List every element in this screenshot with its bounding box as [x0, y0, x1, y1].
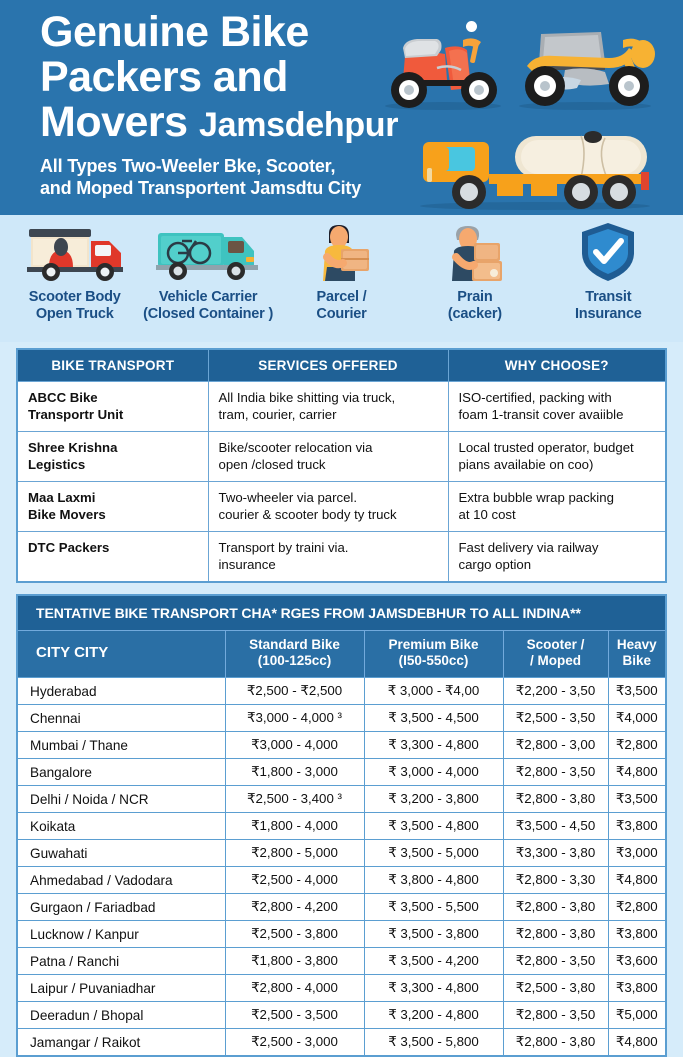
service-caption [448, 289, 502, 323]
table-row[interactable] [18, 1029, 665, 1056]
heavy-bike-cell: ₹3,800 [608, 921, 665, 948]
caption-line-1: Transit [585, 289, 632, 305]
services-line-2: insurance [218, 557, 276, 572]
table-row[interactable] [18, 813, 665, 840]
heavy-bike-cell: ₹4,800 [608, 1029, 665, 1056]
header-scooter-line-1: Scooter / [526, 637, 585, 652]
premium-bike-cell: ₹ 3,500 - 4,800 [364, 813, 503, 840]
standard-bike-cell: ₹3,000 - 4,000 ³ [225, 705, 364, 732]
provider-services-cell [208, 382, 448, 432]
city-cell: Hyderabad [18, 678, 225, 705]
caption-line-1: Parcel / [316, 289, 367, 305]
city-cell: Delhi / Noida / NCR [18, 786, 225, 813]
motorcycle-illustration [505, 18, 665, 113]
header-premium-bike [364, 631, 503, 678]
scooter-moped-cell: ₹2,800 - 3,80 [503, 921, 608, 948]
header-heavy-bike [608, 631, 665, 678]
hero-subtitle-line-2: and Moped Transportent Jamsdtu City [40, 178, 362, 198]
city-cell: Gurgaon / Fariadbad [18, 894, 225, 921]
header-scooter-moped [503, 631, 608, 678]
caption-line-1: Prain [457, 289, 493, 305]
standard-bike-cell: ₹2,800 - 4,000 [225, 975, 364, 1002]
scooter-moped-cell: ₹3,500 - 4,50 [503, 813, 608, 840]
scooter-moped-cell: ₹2,500 - 3,50 [503, 705, 608, 732]
table-row[interactable] [18, 1002, 665, 1029]
title-city: Jamsdehpur [199, 106, 399, 144]
premium-bike-cell: ₹ 3,500 - 5,800 [364, 1029, 503, 1056]
scooter-moped-cell: ₹2,800 - 3,80 [503, 894, 608, 921]
provider-services-cell [208, 432, 448, 482]
header-city: CITY CITY [18, 631, 225, 678]
packer-person-icon [444, 221, 506, 283]
provider-name-line-2: Bike Movers [28, 507, 106, 522]
table-row[interactable] [18, 732, 665, 759]
header-scooter-line-2: / Moped [530, 653, 581, 668]
why-line-2: foam 1-transit cover avaiible [458, 407, 624, 422]
standard-bike-cell: ₹2,500 - 4,000 [225, 867, 364, 894]
heavy-bike-cell: ₹2,800 [608, 732, 665, 759]
provider-name-line-1: Maa Laxmi [28, 490, 96, 505]
heavy-bike-cell: ₹2,800 [608, 894, 665, 921]
service-caption [575, 289, 642, 323]
standard-bike-cell: ₹3,000 - 4,000 [225, 732, 364, 759]
provider-why-cell [448, 382, 665, 432]
header-bike-transport: BIKE TRANSPORT [18, 350, 208, 382]
heavy-bike-cell: ₹4,000 [608, 705, 665, 732]
provider-name-cell [18, 382, 208, 432]
city-cell: Koikata [18, 813, 225, 840]
why-line-1: Local trusted operator, budget [458, 440, 634, 455]
table-row[interactable] [18, 894, 665, 921]
premium-bike-cell: ₹ 3,200 - 3,800 [364, 786, 503, 813]
scooter-moped-cell: ₹2,800 - 3,50 [503, 759, 608, 786]
hero-text-block [40, 10, 398, 199]
flatbed-truck-illustration [405, 120, 670, 212]
scooter-moped-cell: ₹2,800 - 3,00 [503, 732, 608, 759]
premium-bike-cell: ₹ 3,500 - 3,800 [364, 921, 503, 948]
header-premium-line-2: (I50-550cc) [398, 653, 469, 668]
header-services-offered: SERVICES OFFERED [208, 350, 448, 382]
heavy-bike-cell: ₹3,800 [608, 975, 665, 1002]
providers-table-head [18, 350, 665, 382]
table-row[interactable] [18, 948, 665, 975]
table-row[interactable] [18, 678, 665, 705]
heavy-bike-cell: ₹4,800 [608, 867, 665, 894]
caption-line-2: Insurance [574, 306, 642, 322]
services-line-1: Bike/scooter relocation via [218, 440, 373, 455]
city-cell: Mumbai / Thane [18, 732, 225, 759]
service-caption [143, 289, 273, 323]
heavy-bike-cell: ₹3,600 [608, 948, 665, 975]
city-cell: Lucknow / Kanpur [18, 921, 225, 948]
city-cell: Jamangar / Raikot [18, 1029, 225, 1056]
why-line-1: Extra bubble wrap packing [458, 490, 614, 505]
standard-bike-cell: ₹2,800 - 5,000 [225, 840, 364, 867]
premium-bike-cell: ₹ 3,500 - 5,000 [364, 840, 503, 867]
service-item-open-truck[interactable] [8, 221, 141, 323]
premium-bike-cell: ₹ 3,500 - 4,500 [364, 705, 503, 732]
table-row[interactable] [18, 532, 665, 582]
provider-name-line-2: Transportr Unit [28, 407, 124, 422]
premium-bike-cell: ₹ 3,000 - 4,000 [364, 759, 503, 786]
scooter-moped-cell: ₹2,800 - 3,50 [503, 948, 608, 975]
premium-bike-cell: ₹ 3,300 - 4,800 [364, 732, 503, 759]
header-heavy-line-2: Bike [622, 653, 652, 668]
services-line-2: courier & scooter body ty truck [218, 507, 397, 522]
provider-name-line-2: Legistics [28, 457, 86, 472]
hero-subtitle-line-1: All Types Two-Weeler Bke, Scooter, [40, 156, 336, 176]
header-heavy-line-1: Heavy [616, 637, 657, 652]
heavy-bike-cell: ₹3,000 [608, 840, 665, 867]
provider-name-line-1: ABCC Bike [28, 390, 98, 405]
providers-header-row [18, 350, 665, 382]
why-line-2: pians availabie on coo) [458, 457, 594, 472]
heavy-bike-cell: ₹5,000 [608, 1002, 665, 1029]
page-title [40, 10, 398, 148]
service-item-transit-insurance[interactable] [542, 221, 675, 323]
provider-name-line-1: DTC Packers [28, 540, 110, 555]
caption-line-2: (cacker) [447, 306, 502, 322]
services-line-1: Two-wheeler via parcel. [218, 490, 358, 505]
table-row[interactable] [18, 482, 665, 532]
services-line-1: Transport by traini via. [218, 540, 349, 555]
header-standard-line-1: Standard Bike [249, 637, 340, 652]
provider-why-cell [448, 432, 665, 482]
table-row[interactable] [18, 975, 665, 1002]
charges-table-container [16, 594, 667, 1057]
table-row[interactable] [18, 921, 665, 948]
header-standard-line-2: (100-125cc) [257, 653, 332, 668]
service-item-closed-container[interactable] [141, 221, 274, 323]
provider-name-cell [18, 532, 208, 582]
caption-line-1: Vehicle Carrier [158, 289, 258, 305]
table-row[interactable] [18, 840, 665, 867]
service-caption [29, 289, 121, 323]
charges-header-row [18, 631, 665, 678]
services-line-2: open /closed truck [218, 457, 326, 472]
heavy-bike-cell: ₹3,500 [608, 678, 665, 705]
heavy-bike-cell: ₹3,500 [608, 786, 665, 813]
table-row[interactable] [18, 867, 665, 894]
standard-bike-cell: ₹1,800 - 3,000 [225, 759, 364, 786]
scooter-moped-cell: ₹2,800 - 3,80 [503, 786, 608, 813]
caption-line-2: Open Truck [35, 306, 114, 322]
provider-name-cell [18, 432, 208, 482]
service-item-packer[interactable] [408, 221, 541, 323]
city-cell: Chennai [18, 705, 225, 732]
service-item-parcel-courier[interactable] [275, 221, 408, 323]
standard-bike-cell: ₹2,500 - 3,500 [225, 1002, 364, 1029]
provider-name-cell [18, 482, 208, 532]
why-line-1: Fast delivery via railway [458, 540, 599, 555]
provider-services-cell [208, 532, 448, 582]
why-line-2: cargo option [458, 557, 532, 572]
hero-banner [0, 0, 683, 215]
city-cell: Deeradun / Bhopal [18, 1002, 225, 1029]
city-cell: Guwahati [18, 840, 225, 867]
scooter-moped-cell: ₹2,800 - 3,80 [503, 1029, 608, 1056]
table-row[interactable] [18, 382, 665, 432]
caption-line-1: Scooter Body [28, 289, 121, 305]
table-row[interactable] [18, 759, 665, 786]
service-icon-strip [0, 215, 683, 342]
why-line-2: at 10 cost [458, 507, 516, 522]
title-line-2: Packers and [40, 53, 288, 101]
header-premium-line-1: Premium Bike [388, 637, 479, 652]
standard-bike-cell: ₹2,500 - 3,400 ³ [225, 786, 364, 813]
providers-table [18, 350, 665, 581]
heavy-bike-cell: ₹4,800 [608, 759, 665, 786]
table-row[interactable] [18, 786, 665, 813]
scooter-moped-cell: ₹2,200 - 3,50 [503, 678, 608, 705]
header-standard-bike [225, 631, 364, 678]
title-line-1: Genuine Bike [40, 8, 309, 56]
city-cell: Bangalore [18, 759, 225, 786]
scooter-moped-cell: ₹2,500 - 3,80 [503, 975, 608, 1002]
providers-table-container [16, 348, 667, 583]
services-line-2: tram, courier, carrier [218, 407, 337, 422]
caption-line-2: Courier [316, 306, 367, 322]
parcel-courier-icon [311, 221, 373, 283]
scooter-moped-cell: ₹2,800 - 3,50 [503, 1002, 608, 1029]
standard-bike-cell: ₹2,500 - 3,000 [225, 1029, 364, 1056]
hero-subtitle [40, 155, 398, 199]
standard-bike-cell: ₹1,800 - 4,000 [225, 813, 364, 840]
city-cell: Patna / Ranchi [18, 948, 225, 975]
table-row[interactable] [18, 432, 665, 482]
provider-why-cell [448, 482, 665, 532]
provider-why-cell [448, 532, 665, 582]
premium-bike-cell: ₹ 3,000 - ₹4,00 [364, 678, 503, 705]
caption-line-2: (Closed Container ) [143, 306, 274, 322]
standard-bike-cell: ₹2,800 - 4,200 [225, 894, 364, 921]
provider-name-line-1: Shree Krishna [28, 440, 118, 455]
why-line-1: ISO-certified, packing with [458, 390, 612, 405]
charges-table [18, 630, 665, 1055]
services-line-1: All India bike shitting via truck, [218, 390, 396, 405]
standard-bike-cell: ₹2,500 - 3,800 [225, 921, 364, 948]
city-cell: Laipur / Puvaniadhar [18, 975, 225, 1002]
premium-bike-cell: ₹ 3,800 - 4,800 [364, 867, 503, 894]
city-cell: Ahmedabad / Vadodara [18, 867, 225, 894]
heavy-bike-cell: ₹3,800 [608, 813, 665, 840]
scooter-moped-cell: ₹2,800 - 3,30 [503, 867, 608, 894]
premium-bike-cell: ₹ 3,500 - 5,500 [364, 894, 503, 921]
closed-container-icon [152, 221, 264, 283]
premium-bike-cell: ₹ 3,500 - 4,200 [364, 948, 503, 975]
shield-check-icon [578, 221, 638, 283]
open-truck-icon [21, 221, 129, 283]
standard-bike-cell: ₹1,800 - 3,800 [225, 948, 364, 975]
charges-table-body [18, 678, 665, 1056]
provider-services-cell [208, 482, 448, 532]
header-why-choose: WHY CHOOSE? [448, 350, 665, 382]
standard-bike-cell: ₹2,500 - ₹2,500 [225, 678, 364, 705]
providers-table-body [18, 382, 665, 582]
charges-table-title: TENTATIVE BIKE TRANSPORT CHA* RGES FROM JAMSDEBHUR TO ALL INDINA** [18, 596, 665, 630]
premium-bike-cell: ₹ 3,200 - 4,800 [364, 1002, 503, 1029]
service-caption [316, 289, 366, 323]
table-row[interactable] [18, 705, 665, 732]
scooter-moped-cell: ₹3,300 - 3,80 [503, 840, 608, 867]
title-line-3: Movers [40, 98, 188, 146]
premium-bike-cell: ₹ 3,300 - 4,800 [364, 975, 503, 1002]
charges-table-head [18, 631, 665, 678]
